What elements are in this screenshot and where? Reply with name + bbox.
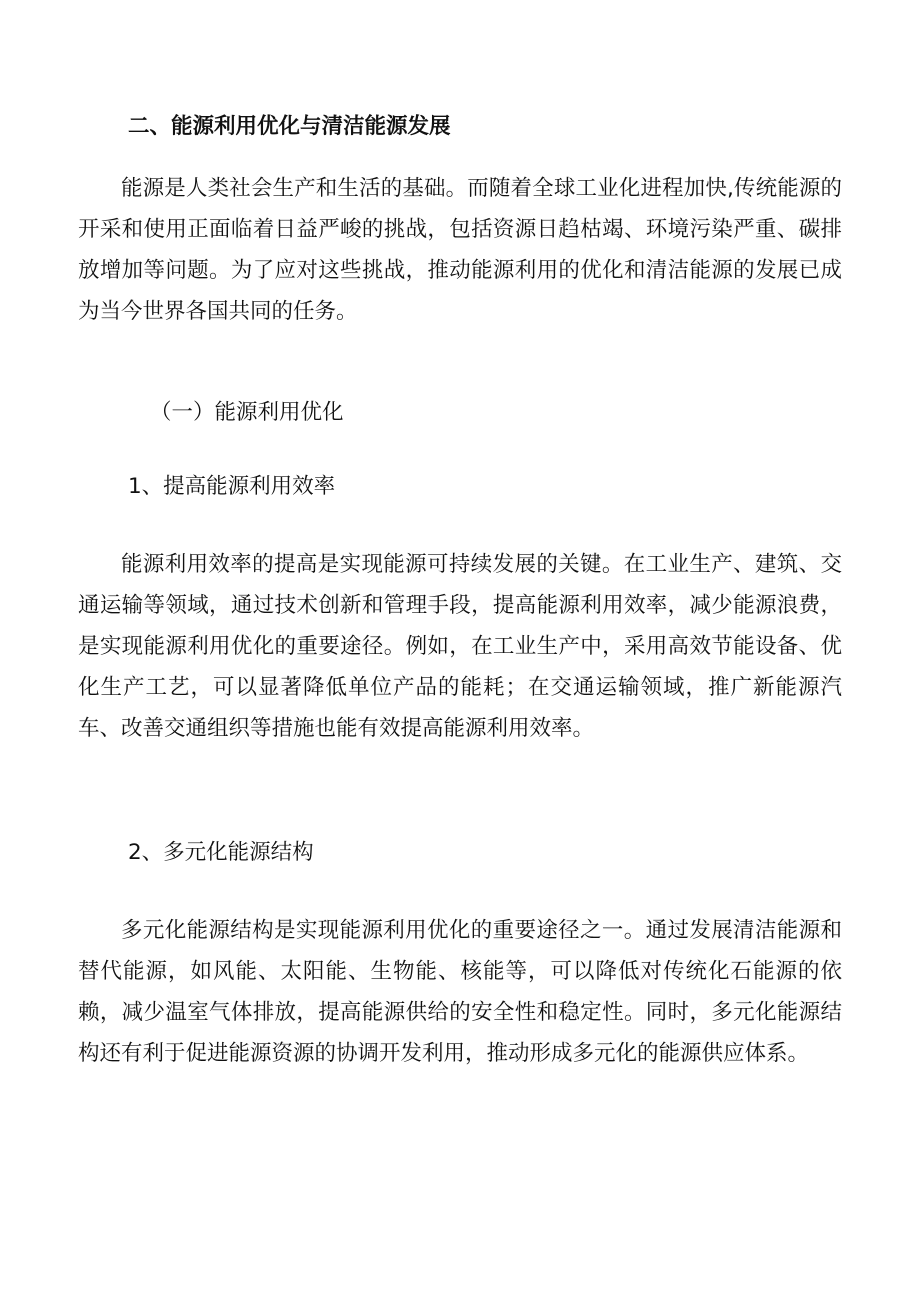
subsection-heading: （一）能源利用优化 <box>150 400 344 425</box>
item-1-heading: 1、提高能源利用效率 <box>128 474 336 499</box>
item-2-heading: 2、多元化能源结构 <box>128 840 314 865</box>
intro-paragraph: 能源是人类社会生产和生活的基础。而随着全球工业化进程加快,传统能源的开采和使用正面临着日益严峻的挑战，包括资源日趋枯竭、环境污染严重、碳排放增加等问题。为了应对这些挑战，推动能源利用的优化和清洁能源的发展已成为当今世界各国共同的任务。 <box>78 176 842 324</box>
item-2-paragraph: 多元化能源结构是实现能源利用优化的重要途径之一。通过发展清洁能源和替代能源，如风能、太阳能、生物能、核能等，可以降低对传统化石能源的依赖，减少温室气体排放，提高能源供给的安全性和稳定性。同时，多元化能源结构还有利于促进能源资源的协调开发利用，推动形成多元化的能源供应体系。 <box>78 918 842 1066</box>
section-heading: 二、能源利用优化与清洁能源发展 <box>128 114 451 139</box>
item-1-paragraph: 能源利用效率的提高是实现能源可持续发展的关键。在工业生产、建筑、交通运输等领域，通过技术创新和管理手段，提高能源利用效率，减少能源浪费，是实现能源利用优化的重要途径。例如，在工业生产中，采用高效节能设备、优化生产工艺，可以显著降低单位产品的能耗；在交通运输领域，推广新能源汽车、改善交通组织等措施也能有效提高能源利用效率。 <box>78 552 842 741</box>
